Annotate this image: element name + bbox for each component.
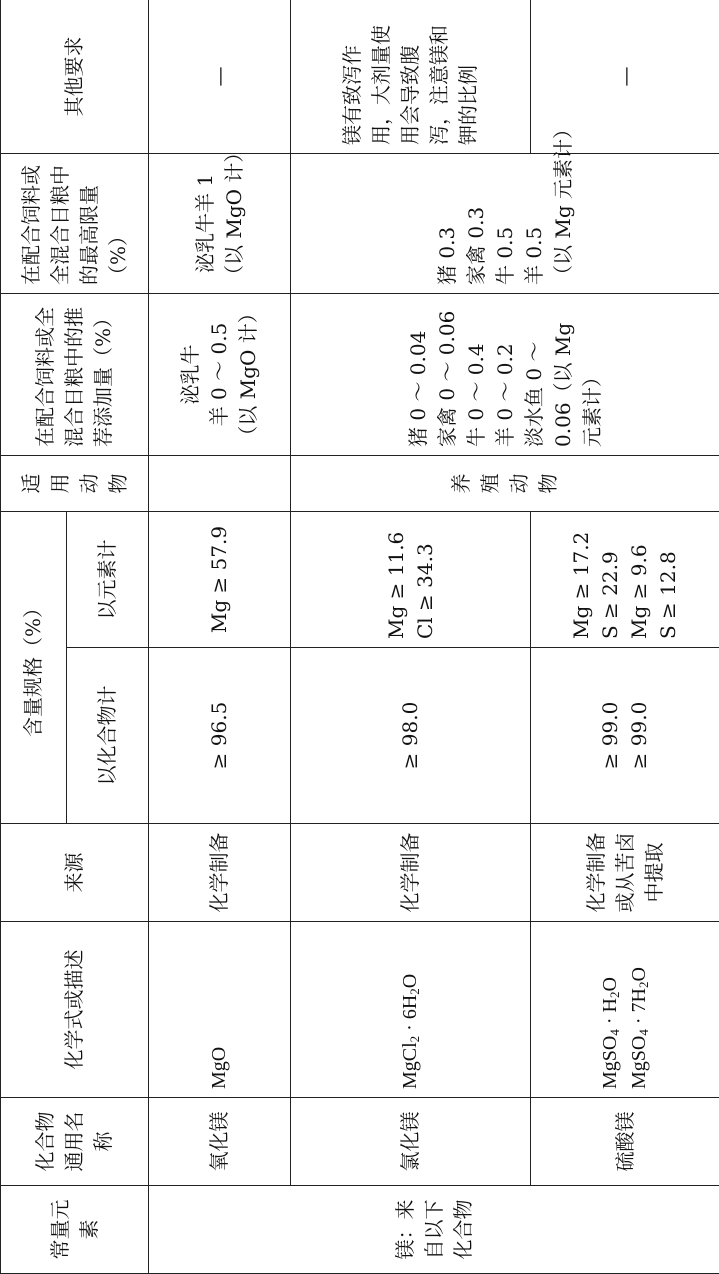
applicable-animals	[149, 455, 291, 511]
header-source: 来源	[1, 824, 149, 922]
header-content-spec: 含量规格（%）	[1, 511, 67, 823]
content-as-element: Mg ≥ 17.2 S ≥ 22.9 Mg ≥ 9.6 S ≥ 12.8	[531, 511, 719, 647]
table-row	[149, 0, 291, 1274]
source: 化学制备或从苦卤中提取	[531, 824, 719, 922]
content-as-compound: ≥ 96.5	[149, 648, 291, 824]
header-recommended: 在配合饲料或全混合日粮中的推荐添加量（%）	[1, 293, 149, 455]
compound-name: 氯化镁	[291, 1098, 531, 1186]
content-as-compound: ≥ 99.0 ≥ 99.0	[531, 648, 719, 824]
max-limit: 猪 0.3 家禽 0.3 牛 0.5 羊 0.5 （以 Mg 元素计）	[291, 153, 719, 293]
header-as-compound: 以化合物计	[67, 648, 149, 824]
recommended-amount: 泌乳牛 羊 0 ～ 0.5 （以 MgO 计）	[149, 293, 291, 455]
header-max-limit: 在配合饲料或全混合日粮中的最高限量（%）	[1, 153, 149, 293]
header-compound: 化合物通用名称	[1, 1098, 149, 1186]
other-requirement: —	[531, 0, 719, 153]
element-cell: 镁：来自以下化合物	[149, 1186, 719, 1274]
table-row	[291, 0, 531, 1274]
header-animals: 适用动物	[1, 455, 149, 511]
header-other: 其他要求	[1, 0, 149, 153]
compound-name: 硫酸镁	[531, 1098, 719, 1186]
header-formula: 化学式或描述	[1, 922, 149, 1098]
formula: MgO	[149, 922, 291, 1098]
other-requirement: —	[149, 0, 291, 153]
content-as-compound: ≥ 98.0	[291, 648, 531, 824]
compound-name: 氧化镁	[149, 1098, 291, 1186]
formula: MgCl$_2$ · $6H_2O$	[291, 922, 531, 1098]
other-requirement: 镁有致泻作用，大剂量使用会导致腹泻，注意镁和钾的比例	[291, 0, 531, 153]
recommended-amount: 猪 0 ～ 0.04 家禽 0 ～ 0.06 牛 0 ～ 0.4 羊 0 ～ 0.2 淡水鱼 0 ～ 0.06（以 Mg 元素计）	[291, 293, 719, 455]
applicable-animals: 养殖动物	[291, 455, 719, 511]
content-as-element: Mg ≥ 11.6 Cl ≥ 34.3	[291, 511, 531, 647]
content-as-element: Mg ≥ 57.9	[149, 511, 291, 647]
source: 化学制备	[149, 824, 291, 922]
header-element: 常量元素	[1, 1186, 149, 1274]
source: 化学制备	[291, 824, 531, 922]
max-limit: 泌乳牛羊 1 （以 MgO 计）	[149, 153, 291, 293]
header-as-element: 以元素计	[67, 511, 149, 647]
formula: MgSO$_4$ · $H_2O$ MgSO$_4$ · $7H_2O$	[531, 922, 719, 1098]
